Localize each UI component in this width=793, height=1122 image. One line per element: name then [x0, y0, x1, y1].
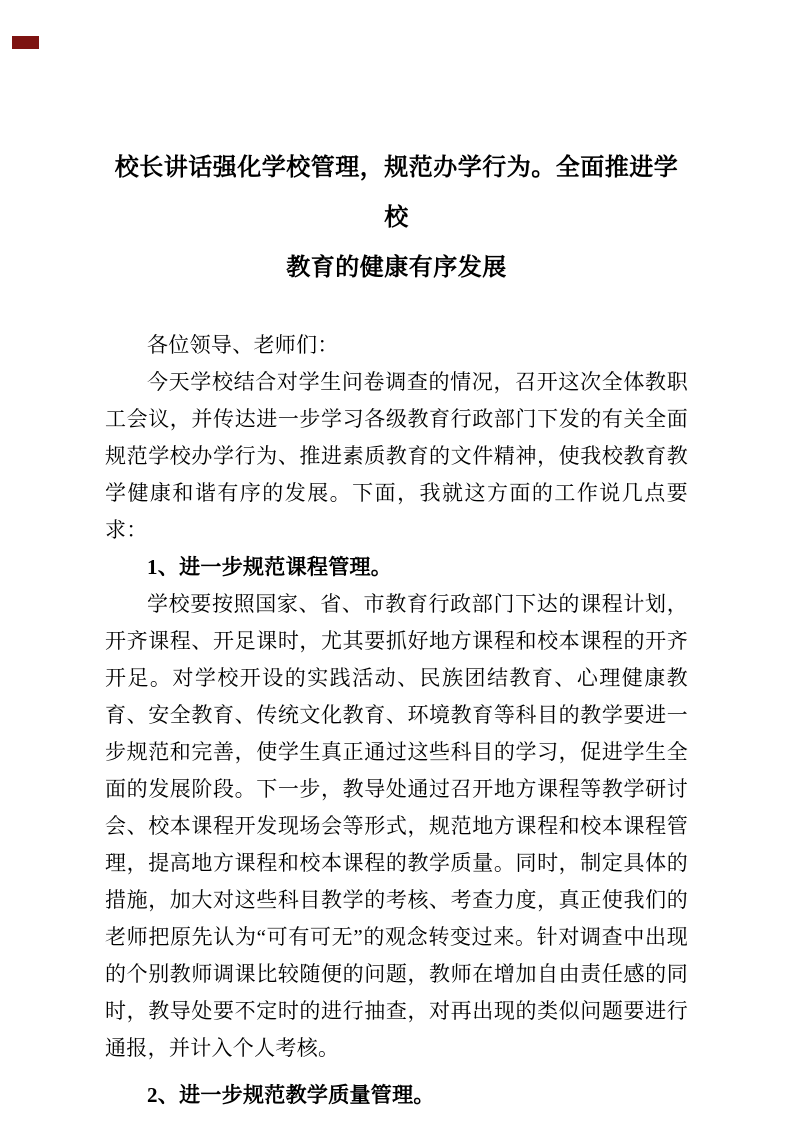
document-body: [105, 327, 688, 1114]
document-title-line-2: 教育的健康有序发展: [286, 255, 507, 281]
corner-marker: [12, 36, 39, 49]
section-heading-1: 1、进一步规范课程管理。: [147, 555, 393, 579]
paragraph-course-management: 学校要按照国家、省、市教育行政部门下达的课程计划，开齐课程、开足课时，尤其要抓好地方课程和校本课程的开齐开足。对学校开设的实践活动、民族团结教育、心理健康教育、安全教育、传统文化教育、环境教育等科目的教学要进一步规范和完善，使学生真正通过这些科目的学习，促进学生全面的发展阶段。下一步，教导处通过召开地方课程等教学研讨会、校本课程开发现场会等形式，规范地方课程和校本课程管理，提高地方课程和校本课程的教学质量。同时，制定具体的措施，加大对这些科目教学的考核、考查力度，真正使我们的老师把原先认为“可有可无”的观念转变过来。针对调查中出现的个别教师调课比较随便的问题，教师在增加自由责任感的同时，教导处要不定时的进行抽查，对再出现的类似问题要进行通报，并计入个人考核。: [105, 592, 688, 1060]
section-heading-2: 2、进一步规范教学质量管理。: [147, 1083, 435, 1107]
page-content: [105, 143, 688, 1114]
document-title-line-1: 校长讲话强化学校管理，规范办学行为。全面推进学校: [114, 155, 679, 231]
paragraph-intro: 今天学校结合对学生问卷调查的情况，召开这次全体教职工会议，并传达进一步学习各级教育行政部门下发的有关全面规范学校办学行为、推进素质教育的文件精神，使我校教育教学健康和谐有序的发展。下面，我就这方面的工作说几点要求：: [105, 370, 688, 542]
salutation: 各位领导、老师们：: [147, 333, 339, 357]
document-title: [105, 143, 688, 293]
